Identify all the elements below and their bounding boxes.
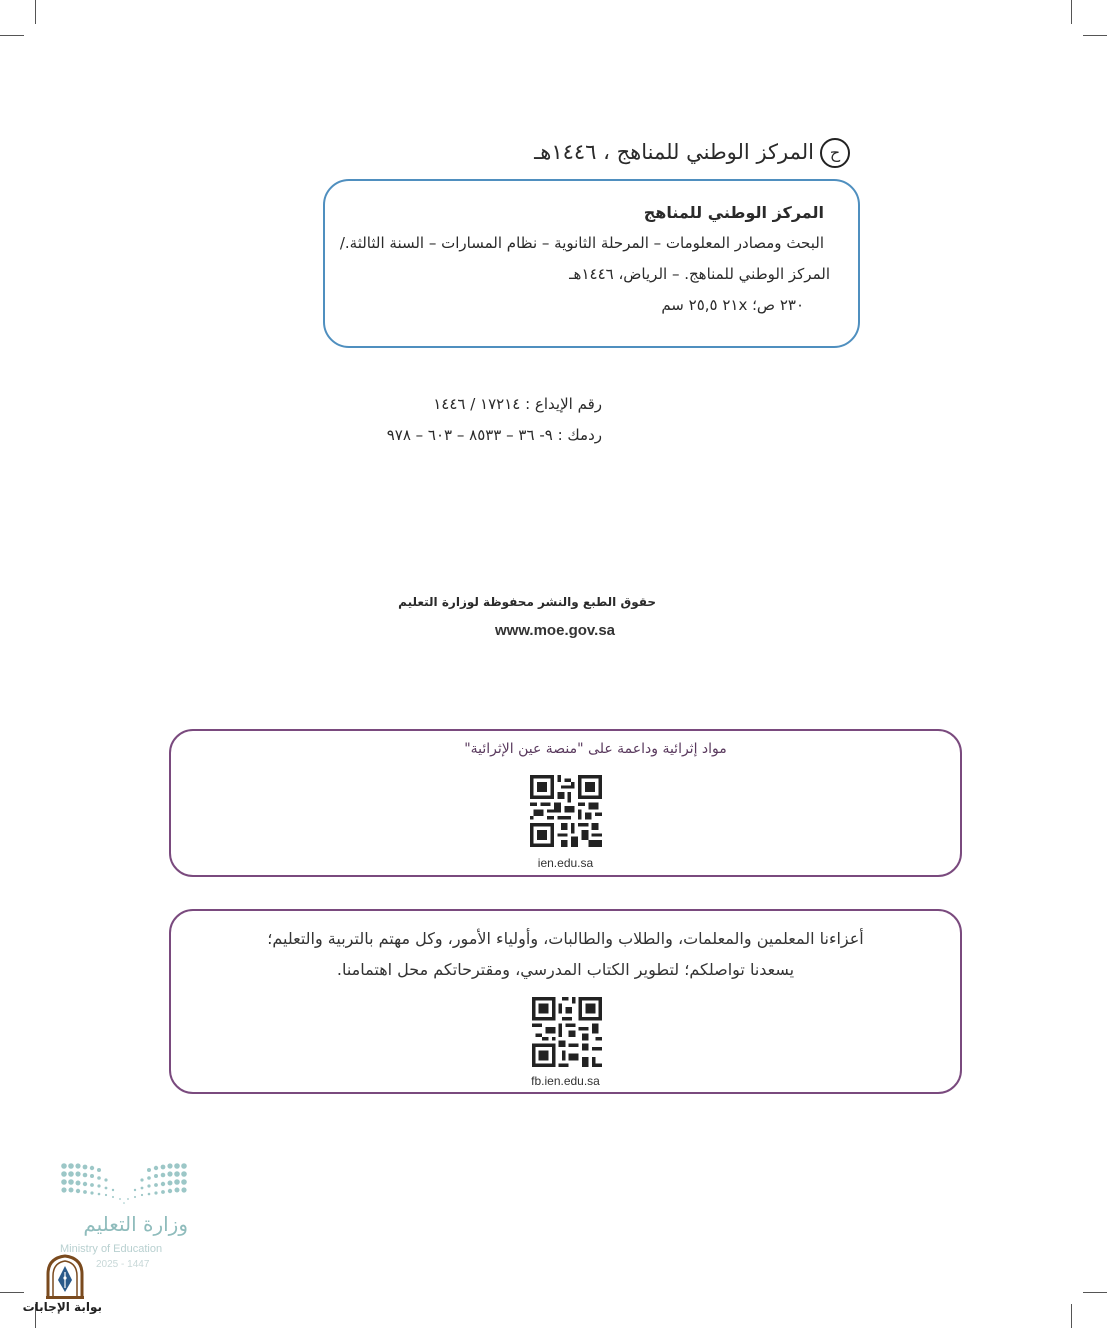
crop-mark-bottom-right-h — [1083, 1292, 1107, 1293]
qr-code-icon[interactable] — [530, 775, 602, 847]
copyright-text: المركز الوطني للمناهج ، ١٤٤٦هـ — [534, 140, 814, 164]
ministry-name-ar: وزارة التعليم — [83, 1212, 188, 1236]
cip-box — [323, 179, 860, 348]
ien-box — [169, 729, 962, 877]
crop-mark-top-right-h — [1083, 35, 1107, 36]
copyright-symbol: ح — [820, 138, 850, 168]
crop-mark-top-right-v — [1071, 0, 1072, 24]
cip-title: البحث ومصادر المعلومات – المرحلة الثانوية – نظام المسارات – السنة الثالثة./ — [339, 234, 824, 252]
rights-text: حقوق الطبع والنشر محفوظة لوزارة التعليم — [398, 595, 656, 609]
crop-mark-bottom-left-h — [0, 1292, 24, 1293]
website-link[interactable]: www.moe.gov.sa — [494, 622, 616, 639]
cip-publisher: المركز الوطني للمناهج. – الرياض، ١٤٤٦هـ — [569, 265, 830, 283]
crop-mark-bottom-right-v — [1071, 1304, 1072, 1328]
deposit-number: رقم الإيداع : ١٧٢١٤ / ١٤٤٦ — [433, 395, 602, 413]
ministry-name-en: Ministry of Education — [60, 1243, 163, 1255]
cip-pages: ٢٣٠ ص؛ ٢١x ٢٥,٥ سم — [661, 296, 804, 314]
ien-url[interactable]: ien.edu.sa — [537, 856, 594, 870]
crop-mark-top-left-v — [35, 0, 36, 24]
qr-code-icon[interactable] — [532, 997, 602, 1067]
copyright-line — [534, 138, 850, 168]
feedback-box — [169, 909, 962, 1094]
feedback-url[interactable]: fb.ien.edu.sa — [531, 1074, 600, 1088]
cip-author: المركز الوطني للمناهج — [643, 203, 824, 222]
ministry-dots-logo-icon — [58, 1160, 190, 1208]
feedback-line-1: أعزاءنا المعلمين والمعلمات، والطلاب والطالبات، وأولياء الأمور، وكل مهتم بالتربية والتعليم؛ — [267, 929, 864, 948]
feedback-line-2: يسعدنا تواصلكم؛ لتطوير الكتاب المدرسي، ومقترحاتكم محل اهتمامنا. — [336, 960, 795, 979]
ien-text: مواد إثرائية وداعمة على "منصة عين الإثرائية" — [464, 741, 727, 757]
pen-nib-arch-icon — [42, 1254, 88, 1300]
ministry-year: 2025 - 1447 — [96, 1259, 150, 1270]
isbn: ردمك : ٩- ٣٦ – ٨٥٣٣ – ٦٠٣ – ٩٧٨ — [386, 426, 602, 444]
crop-mark-top-left-h — [0, 35, 24, 36]
portal-watermark-text: بوابة الإجابات — [22, 1300, 102, 1314]
